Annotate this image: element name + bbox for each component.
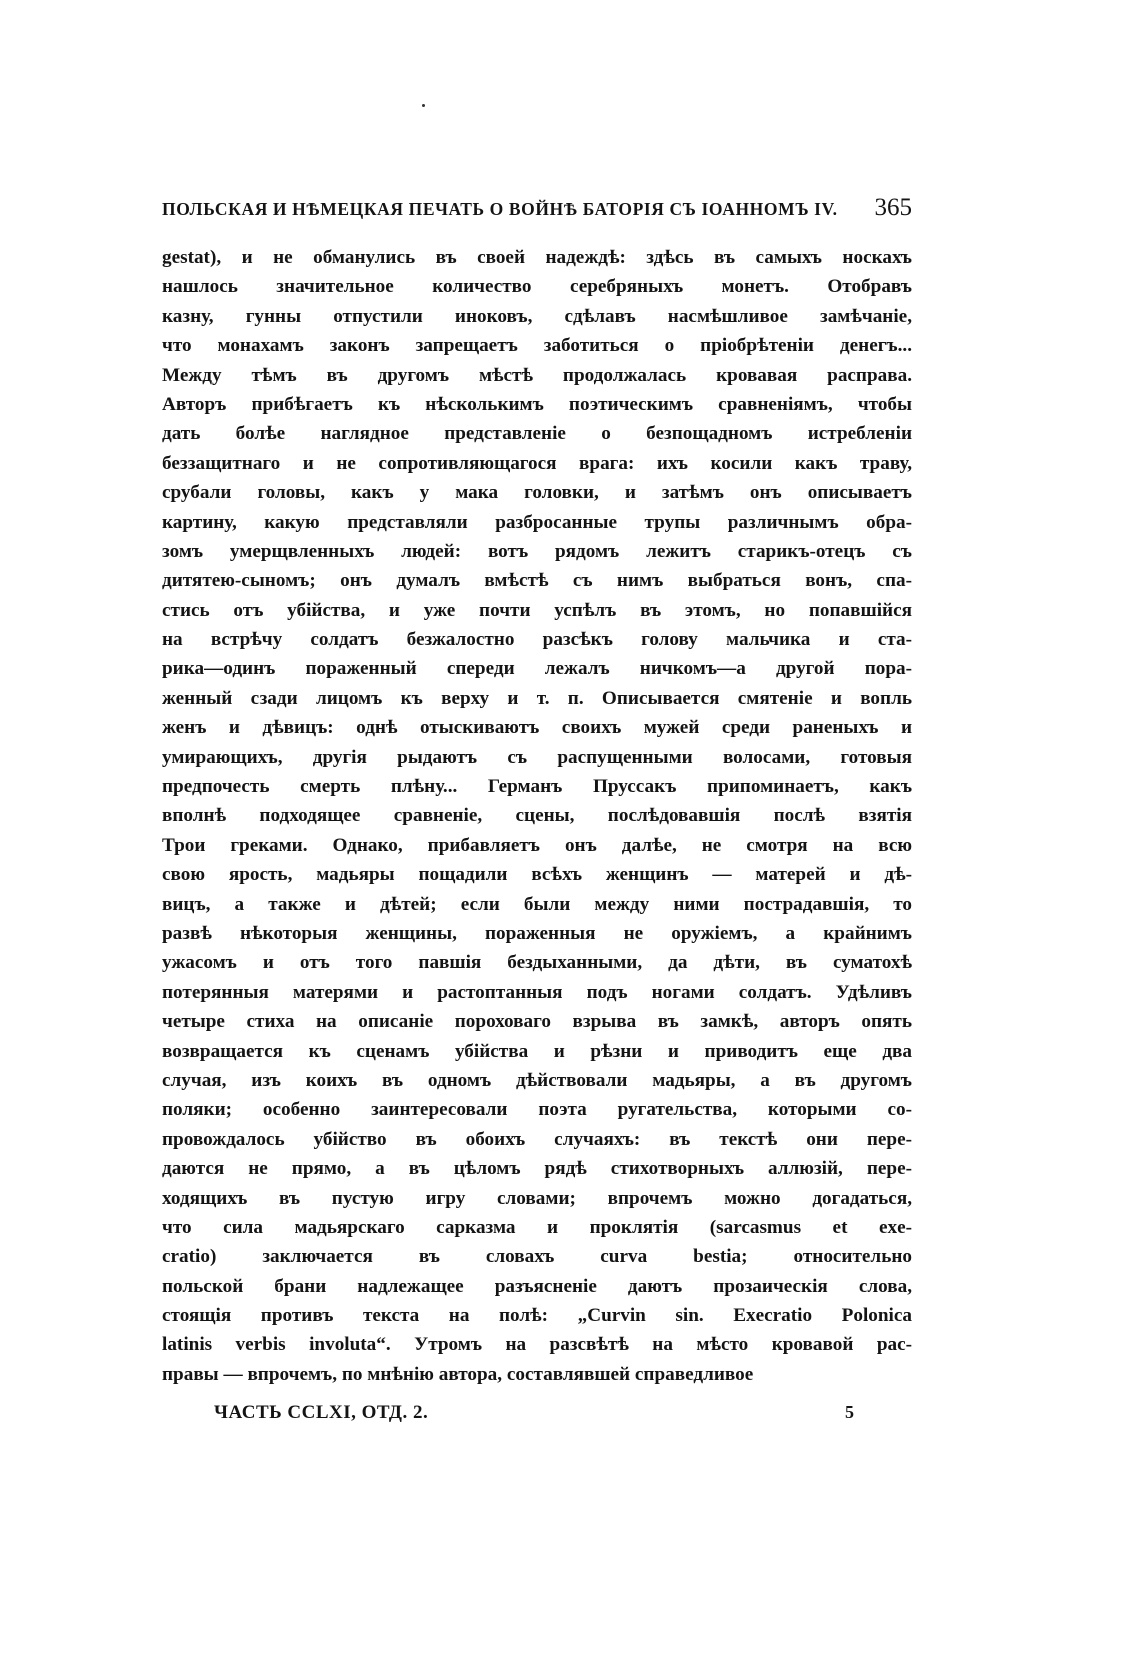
text-line: зомъ умерщвленныхъ людей: вотъ рядомъ лежитъ старикъ-отецъ съ [162,540,912,562]
text-line: женъ и дѣвицъ: однѣ отыскиваютъ своихъ мужей среди раненыхъ и [162,717,912,739]
text-line: женный сзади лицомъ къ верху и т. п. Описывается смятеніе и вопль [162,687,912,709]
signature-footer [214,1402,854,1432]
text-line: польской брани надлежащее разъясненіе даютъ прозаическія слова, [162,1275,912,1297]
text-line: свою ярость, мадьяры пощадили всѣхъ женщинъ — матерей и дѣ- [162,864,912,886]
text-line: вицъ, а также и дѣтей; если были между ними пострадавшія, то [162,893,912,915]
text-line: cratio) заключается въ словахъ curva bestia; относительно [162,1246,912,1268]
text-line: правы — впрочемъ, по мнѣнію автора, составлявшей справедливое [162,1363,754,1385]
text-line: что сила мадьярскаго сарказма и проклятія (sarcasmus et exe- [162,1216,912,1238]
text-line: беззащитнаго и не сопротивляющагося врага: ихъ косили какъ траву, [162,452,912,474]
text-line: провождалось убійство въ обоихъ случаяхъ: въ текстѣ они пере- [162,1128,912,1150]
text-line: поляки; особенно заинтересовали поэта ругательства, которыми со- [162,1099,912,1121]
text-line: предпочесть смерть плѣну... Германъ Пруссакъ припоминаетъ, какъ [162,776,912,798]
text-line: нашлось значительное количество серебряныхъ монетъ. Отобравъ [162,276,912,298]
text-line: вполнѣ подходящее сравненіе, сцены, послѣдовавшія послѣ взятія [162,805,912,827]
text-line: умирающихъ, другія рыдаютъ съ распущенными волосами, готовыя [162,746,912,768]
text-line: дитятею-сыномъ; онъ думалъ вмѣстѣ съ нимъ выбраться вонъ, спа- [162,570,912,592]
text-line: на встрѣчу солдатъ безжалостно разсѣкъ голову мальчика и ста- [162,629,912,651]
running-header [162,194,912,224]
text-line: потерянныя матерями и растоптанныя подъ ногами солдатъ. Удѣливъ [162,981,912,1003]
speck-mark [422,104,425,107]
text-line: даются не прямо, а въ цѣломъ рядѣ стихотворныхъ аллюзій, пере- [162,1158,912,1180]
text-line: возвращается къ сценамъ убійства и рѣзни и приводитъ еще два [162,1040,912,1062]
body-text [162,243,912,1389]
text-line: стись отъ убійства, и уже почти успѣлъ въ этомъ, но попавшійся [162,599,912,621]
text-line: Трои греками. Однако, прибавляетъ онъ далѣе, не смотря на всю [162,834,912,856]
text-line: стоящія противъ текста на полѣ: „Curvin sin. Execratio Polonica [162,1305,912,1327]
page-number: 365 [874,194,912,221]
text-line: случая, изъ коихъ въ одномъ дѣйствовали мадьяры, а въ другомъ [162,1069,912,1091]
text-line: развѣ нѣкоторыя женщины, пораженныя не оружіемъ, а крайнимъ [162,922,912,944]
printer-signature: ЧАСТЬ CCLXI, ОТД. 2. [214,1402,429,1423]
text-line: Авторъ прибѣгаетъ къ нѣсколькимъ поэтическимъ сравненіямъ, чтобы [162,393,912,415]
text-line: Между тѣмъ въ другомъ мѣстѣ продолжалась кровавая расправа. [162,364,912,386]
running-title: ПОЛЬСКАЯ И НѢМЕЦКАЯ ПЕЧАТЬ О ВОЙНѢ БАТОРІЯ СЪ ІОАННОМЪ IV. [162,199,838,219]
text-line: что монахамъ законъ запрещаетъ заботиться о пріобрѣтеніи денегъ... [162,335,912,357]
signature-mark: 5 [845,1402,854,1422]
text-line: gestat), и не обманулись въ своей надеждѣ: здѣсь въ самыхъ носкахъ [162,247,912,268]
text-line: latinis verbis involuta“. Утромъ на разсвѣтѣ на мѣсто кровавой рас- [162,1334,912,1356]
text-line: казну, гунны отпустили иноковъ, сдѣлавъ насмѣшливое замѣчаніе, [162,305,912,327]
text-line: четыре стиха на описаніе пороховаго взрыва въ замкѣ, авторъ опять [162,1011,912,1033]
text-line: срубали головы, какъ у мака головки, и затѣмъ онъ описываетъ [162,482,912,504]
text-line: картину, какую представляли разбросанные трупы различнымъ обра- [162,511,912,533]
text-line: ужасомъ и отъ того павшія бездыханными, да дѣти, въ суматохѣ [162,952,912,974]
text-line: ходящихъ въ пустую игру словами; впрочемъ можно догадаться, [162,1187,912,1209]
text-line: дать болѣе наглядное представленіе о безпощадномъ истребленіи [162,423,912,445]
text-line: рика—одинъ пораженный спереди лежалъ ничкомъ—а другой пора- [162,658,912,680]
